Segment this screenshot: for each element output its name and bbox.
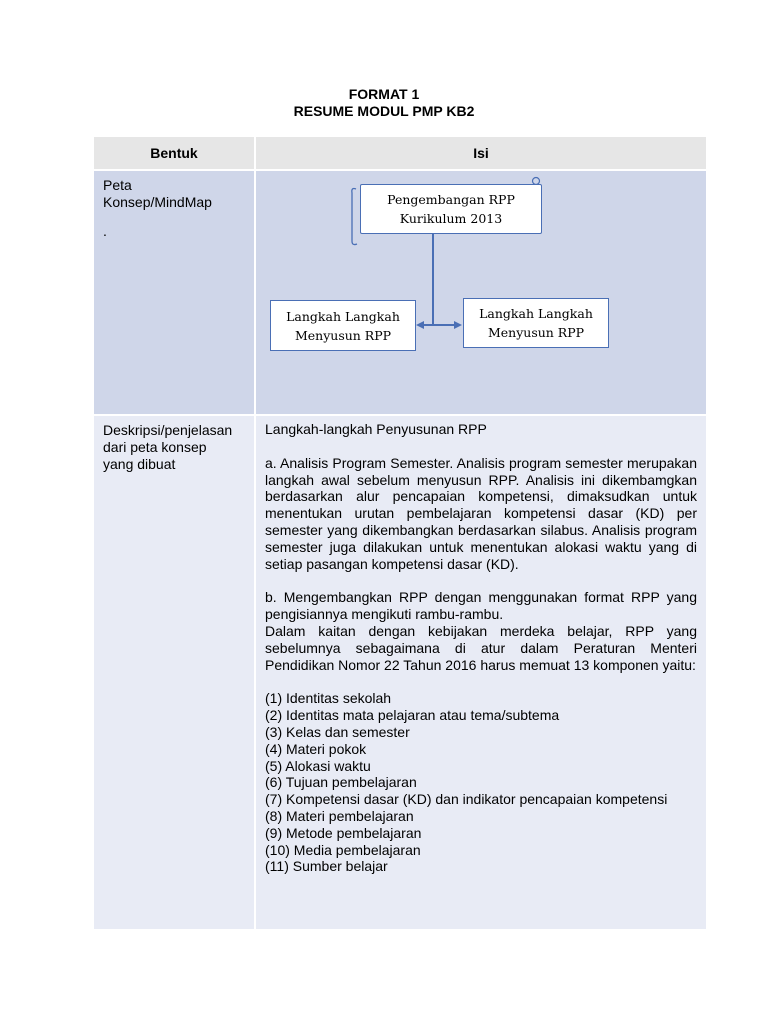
node-line: Langkah Langkah <box>286 308 400 324</box>
component-list <box>265 690 697 875</box>
label-line: Konsep/MindMap <box>103 194 212 210</box>
root-line: Kurikulum 2013 <box>399 211 503 226</box>
row-label-peta-konsep <box>94 171 254 414</box>
node-line: Langkah Langkah <box>479 306 593 321</box>
root-line: Pengembangan RPP <box>387 192 515 207</box>
list-item: (1) Identitas sekolah <box>265 690 392 707</box>
label-line: dari peta konsep <box>103 439 207 455</box>
list-item: (10) Media pembelajaran <box>265 841 421 858</box>
list-item: (2) Identitas mata pelajaran atau tema/subtema <box>265 707 560 724</box>
label-dot: . <box>103 223 107 239</box>
row-label-deskripsi <box>94 416 254 929</box>
mindmap <box>256 171 706 414</box>
mindmap-cell <box>256 171 706 414</box>
resume-table <box>94 137 706 929</box>
document-title <box>0 86 768 120</box>
mindmap-left-node <box>270 300 416 351</box>
list-item: (3) Kelas dan semester <box>265 723 410 740</box>
description-cell <box>256 416 706 929</box>
paragraph-c: Dalam kaitan dengan kebijakan merdeka belajar, RPP yang sebelumnya sebagaimana di atur dalam Peraturan Menteri Pendidikan Nomor 22 Tahun 2016 harus memuat 13 komponen yaitu: <box>265 622 697 673</box>
list-item: (8) Materi pembelajaran <box>265 807 414 824</box>
list-item: (6) Tujuan pembelajaran <box>265 774 417 791</box>
mindmap-root-node <box>360 184 542 234</box>
column-header-bentuk: Bentuk <box>94 137 254 169</box>
paragraph-b: b. Mengembangkan RPP dengan menggunakan format RPP yang pengisiannya mengikuti rambu-rambu. <box>265 589 697 623</box>
list-item: (11) Sumber belajar <box>265 858 388 875</box>
resume-heading: RESUME MODUL PMP KB2 <box>293 103 475 119</box>
description-heading: Langkah-langkah Penyusunan RPP <box>265 421 487 437</box>
mindmap-right-node <box>463 298 609 348</box>
node-line: Menyusun RPP <box>487 325 585 340</box>
column-header-isi: Isi <box>256 137 706 169</box>
list-item: (9) Metode pembelajaran <box>265 824 422 841</box>
list-item: (5) Alokasi waktu <box>265 757 371 774</box>
list-item: (4) Materi pokok <box>265 740 367 757</box>
node-line: Menyusun RPP <box>294 327 392 343</box>
label-line: Deskripsi/penjelasan <box>103 422 233 438</box>
format-heading: FORMAT 1 <box>348 86 420 102</box>
scroll-curl-left <box>352 189 357 245</box>
paragraph-a: a. Analisis Program Semester. Analisis program semester merupakan langkah awal sebelum menyusun RPP. Analisis ini dikembamgkan berdasarkan alur pencapaian kompetensi, dimaksudkan untuk menentukan urutan pembelajaran kompetensi dasar (KD) per semester yang dikembangkan berdasarkan silabus. Analisis program semester juga dilakukan untuk menentukan alokasi waktu yang di setiap pasangan kompetensi dasar (KD). <box>265 454 697 572</box>
label-line: Peta <box>103 177 132 193</box>
list-item: (7) Kompetensi dasar (KD) dan indikator pencapaian kompetensi <box>265 791 668 808</box>
arrowhead-right-icon <box>454 321 462 329</box>
arrowhead-left-icon <box>416 321 424 329</box>
label-line: yang dibuat <box>103 456 176 472</box>
